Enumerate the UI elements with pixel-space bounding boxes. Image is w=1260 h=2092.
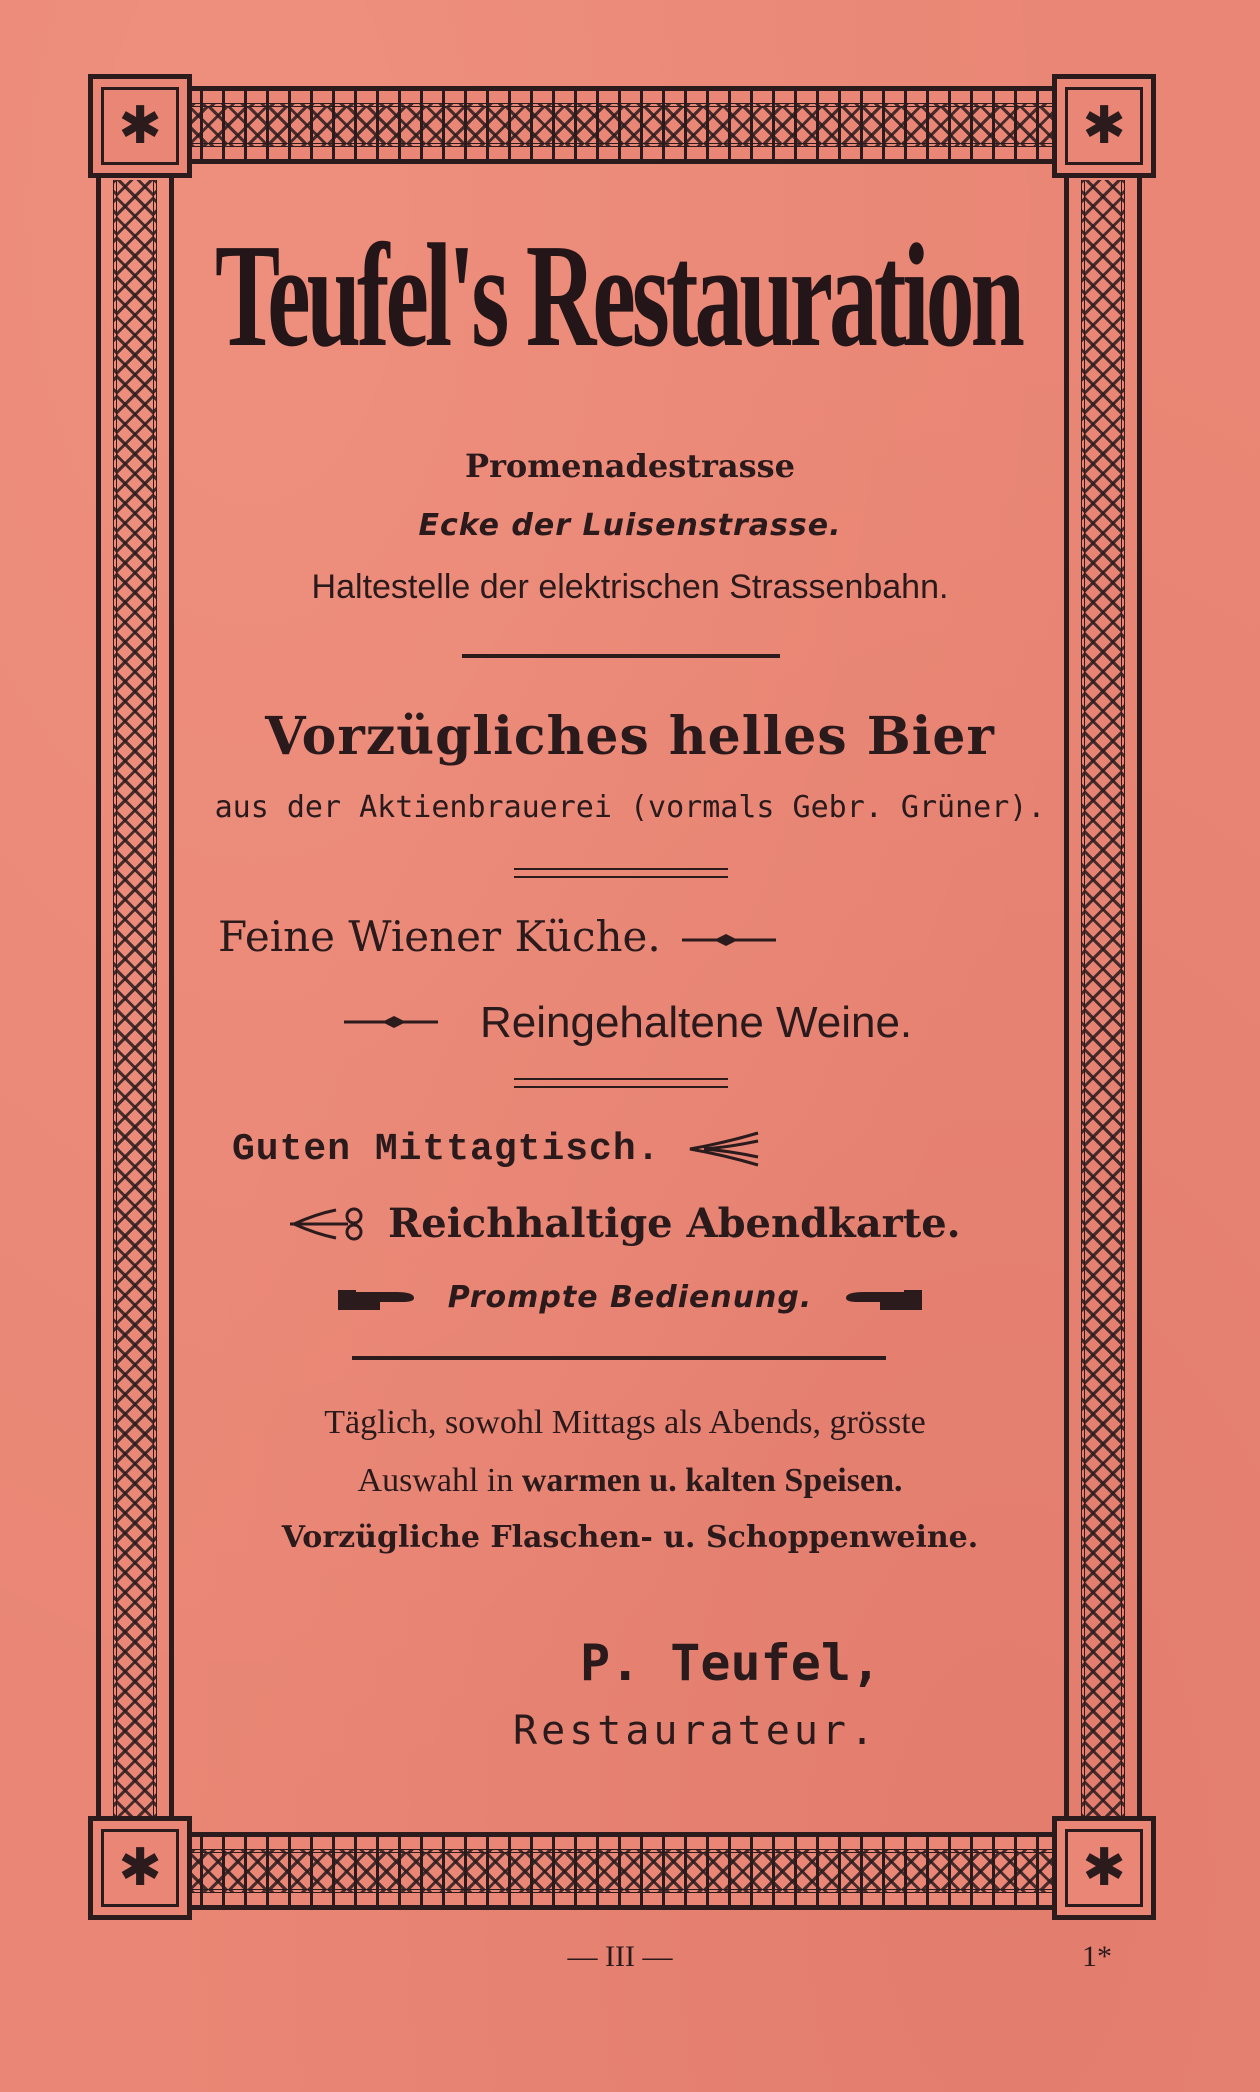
signature-mark: 1* (1082, 1940, 1112, 1973)
border-left-band (96, 174, 174, 1830)
corner-ornament-icon: ✱ (1052, 1816, 1156, 1920)
kitchen-line (218, 912, 784, 961)
street-line: Promenadestrasse (465, 447, 795, 485)
dinner-line: Reichhaltige Abendkarte. (388, 1200, 961, 1247)
daily-line-2b: warmen u. kalten Speisen. (521, 1462, 903, 1499)
beer-heading: Vorzügliches helles Bier (265, 706, 995, 767)
service-text: Prompte Bedienung. (447, 1280, 813, 1315)
page-number: — III — (567, 1940, 673, 1973)
border-right-band (1064, 174, 1142, 1830)
pointing-hand-left-icon (842, 1282, 924, 1316)
corner-ornament-icon: ✱ (88, 74, 192, 178)
daily-line-2 (200, 1462, 1060, 1500)
border-bottom-band (178, 1832, 1070, 1910)
corner-line: Ecke der Luisenstrasse. (418, 508, 842, 543)
corner-ornament-icon: ✱ (88, 1816, 192, 1920)
divider-rule (514, 868, 728, 878)
tram-stop-line: Haltestelle der elektrischen Strassenbahn. (311, 568, 949, 606)
wines-text: Reingehaltene Weine. (480, 998, 913, 1047)
divider-rule (514, 1078, 728, 1088)
flourish-icon (336, 1012, 446, 1032)
ad-title: Teufel's Restauration (215, 214, 1021, 378)
divider-rule (462, 654, 780, 658)
service-line (200, 1280, 1060, 1316)
lunch-text: Guten Mittagtisch. (232, 1128, 661, 1171)
daily-line-1: Täglich, sowohl Mittags als Abends, grösste (324, 1404, 926, 1441)
lunch-line (232, 1128, 764, 1171)
owner-title: Restaurateur. (513, 1708, 879, 1754)
pointing-hand-right-icon (336, 1282, 418, 1316)
owner-name: P. Teufel, (580, 1634, 882, 1692)
flourish-icon (286, 1202, 366, 1246)
flourish-icon (674, 930, 784, 950)
wines-line (480, 998, 912, 1048)
daily-line-2a: Auswahl in (357, 1462, 514, 1499)
corner-ornament-icon: ✱ (1052, 74, 1156, 178)
bottle-wines-line: Vorzügliche Flaschen- u. Schoppenweine. (281, 1520, 979, 1555)
kitchen-text: Feine Wiener Küche. (218, 912, 661, 961)
border-top-band (178, 86, 1070, 164)
brewery-line: aus der Aktienbrauerei (vormals Gebr. Grüner). (214, 790, 1046, 825)
flourish-icon (684, 1129, 764, 1169)
divider-rule (352, 1356, 886, 1360)
